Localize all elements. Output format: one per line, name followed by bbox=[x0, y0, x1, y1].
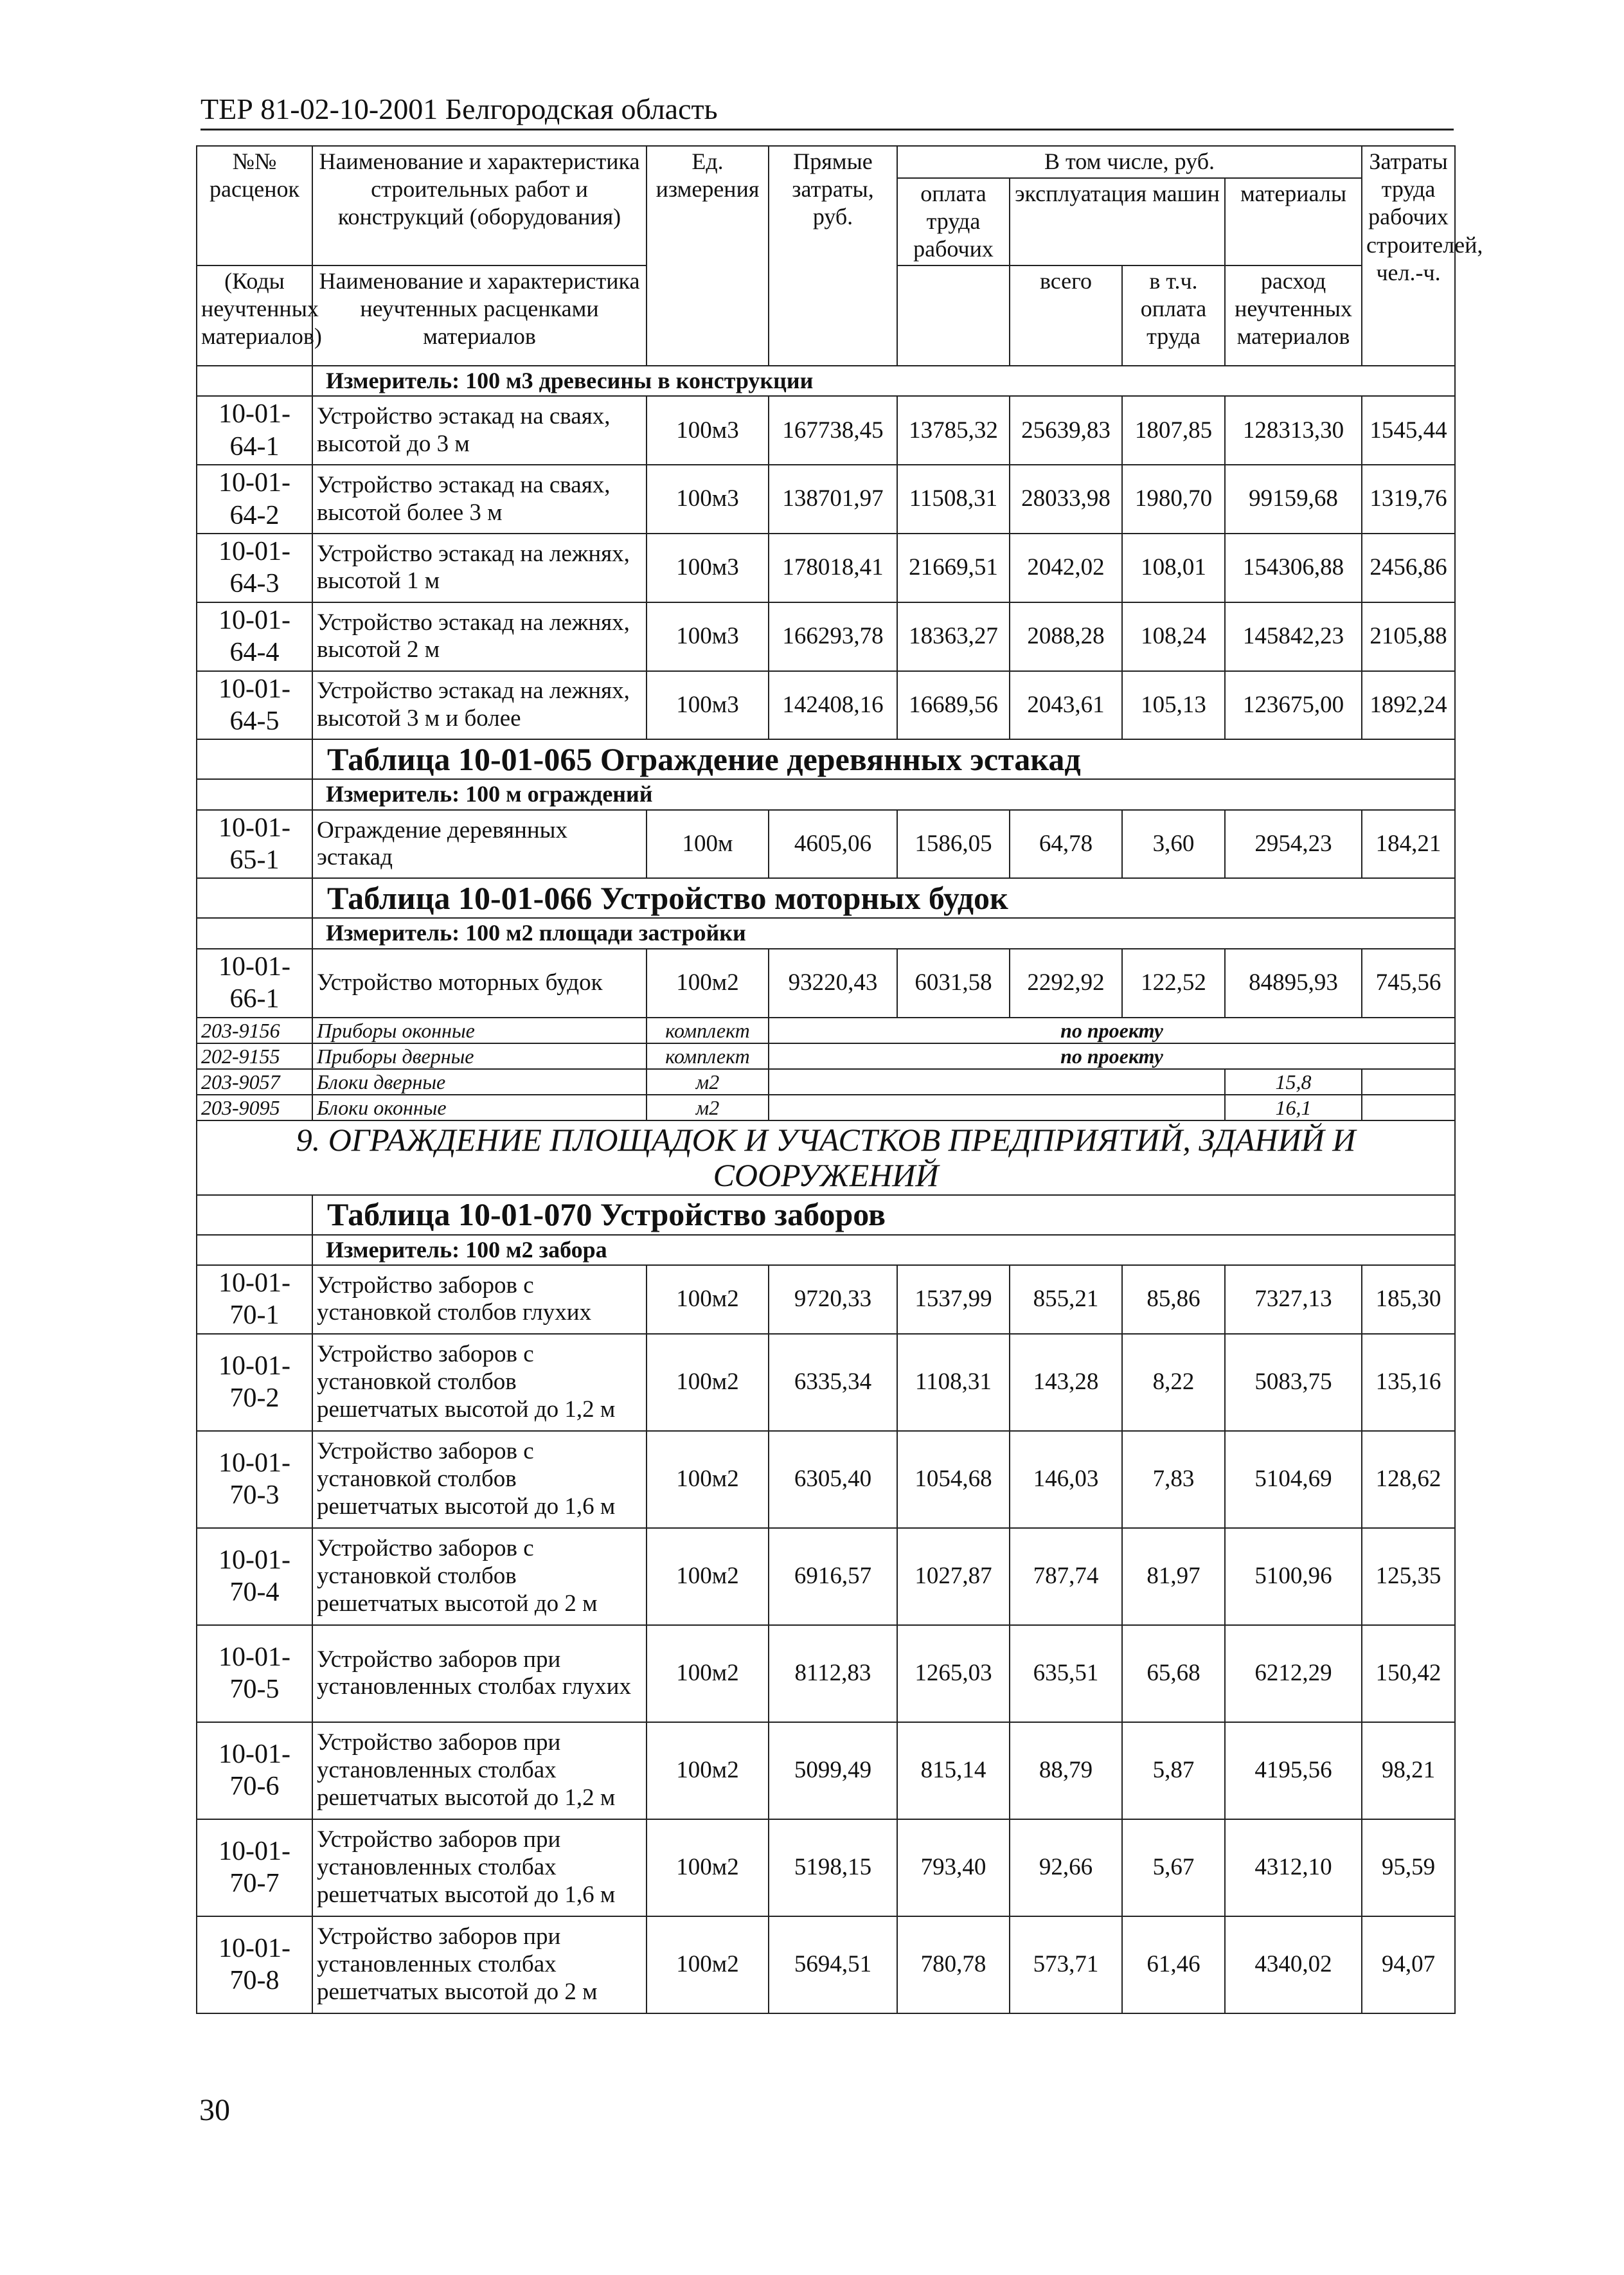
rate-code: 10-01-64-1 bbox=[197, 396, 312, 465]
value-unit: 100м2 bbox=[647, 1431, 769, 1528]
value-mach: 92,66 bbox=[1010, 1819, 1122, 1916]
table-row bbox=[197, 949, 1455, 1018]
table-row bbox=[197, 1916, 1455, 2013]
value-mat: 123675,00 bbox=[1225, 671, 1362, 740]
value-mach_pay: 1980,70 bbox=[1122, 465, 1225, 534]
work-name: Устройство эстакад на лежнях, высотой 3 м и более bbox=[312, 671, 647, 740]
col-consumption: расход неучтенных материалов bbox=[1225, 265, 1362, 366]
value-labor: 1027,87 bbox=[897, 1528, 1010, 1625]
material-name: Приборы дверные bbox=[312, 1043, 647, 1069]
value-mach_pay: 61,46 bbox=[1122, 1916, 1225, 2013]
value-direct: 9720,33 bbox=[769, 1265, 897, 1334]
value-unit: 100м2 bbox=[647, 1528, 769, 1625]
value-mach: 143,28 bbox=[1010, 1334, 1122, 1431]
value-hours: 94,07 bbox=[1362, 1916, 1455, 2013]
table-row bbox=[197, 1431, 1455, 1528]
table-title: Таблица 10-01-070 Устройство заборов bbox=[312, 1195, 1455, 1235]
value-unit: 100м bbox=[647, 810, 769, 879]
empty-cell bbox=[197, 1235, 312, 1265]
material-name: Блоки оконные bbox=[312, 1095, 647, 1120]
value-labor: 780,78 bbox=[897, 1916, 1010, 2013]
value-direct: 138701,97 bbox=[769, 465, 897, 534]
value-hours: 1892,24 bbox=[1362, 671, 1455, 740]
value-mat: 99159,68 bbox=[1225, 465, 1362, 534]
value-labor: 16689,56 bbox=[897, 671, 1010, 740]
value-direct: 166293,78 bbox=[769, 602, 897, 671]
work-name: Устройство эстакад на сваях, высотой более 3 м bbox=[312, 465, 647, 534]
value-mach_pay: 1807,85 bbox=[1122, 396, 1225, 465]
work-name: Устройство заборов при установленных столбах глухих bbox=[312, 1625, 647, 1722]
value-unit: 100м3 bbox=[647, 534, 769, 602]
value-mach_pay: 7,83 bbox=[1122, 1431, 1225, 1528]
empty-cell bbox=[1362, 1069, 1455, 1095]
material-row bbox=[197, 1095, 1455, 1120]
col-labor-cost: Затраты труда рабочих строителей, чел.-ч. bbox=[1362, 146, 1455, 366]
value-mat: 154306,88 bbox=[1225, 534, 1362, 602]
table-title-row bbox=[197, 878, 1455, 918]
work-name: Устройство эстакад на лежнях, высотой 1 м bbox=[312, 534, 647, 602]
value-mach_pay: 5,67 bbox=[1122, 1819, 1225, 1916]
value-unit: 100м2 bbox=[647, 1625, 769, 1722]
rate-code: 10-01-70-4 bbox=[197, 1528, 312, 1625]
value-direct: 4605,06 bbox=[769, 810, 897, 879]
material-code: 203-9156 bbox=[197, 1018, 312, 1043]
rate-code: 10-01-64-3 bbox=[197, 534, 312, 602]
rate-code: 10-01-70-7 bbox=[197, 1819, 312, 1916]
value-direct: 142408,16 bbox=[769, 671, 897, 740]
value-labor: 815,14 bbox=[897, 1722, 1010, 1819]
work-name: Устройство заборов при установленных столбах решетчатых высотой до 1,6 м bbox=[312, 1819, 647, 1916]
table-title-row bbox=[197, 739, 1455, 779]
value-hours: 745,56 bbox=[1362, 949, 1455, 1018]
empty-cell bbox=[769, 1069, 1225, 1095]
value-direct: 167738,45 bbox=[769, 396, 897, 465]
value-unit: 100м2 bbox=[647, 949, 769, 1018]
col-name: Наименование и характеристика строительных работ и конструкций (оборудования) bbox=[312, 146, 647, 265]
value-mach_pay: 85,86 bbox=[1122, 1265, 1225, 1334]
value-mach: 64,78 bbox=[1010, 810, 1122, 879]
section-heading: 9. ОГРАЖДЕНИЕ ПЛОЩАДОК И УЧАСТКОВ ПРЕДПРИЯТИЙ, ЗДАНИЙ И СООРУЖЕНИЙ bbox=[197, 1120, 1455, 1195]
table-row bbox=[197, 602, 1455, 671]
col-labor: оплата труда рабочих bbox=[897, 178, 1010, 265]
value-mat: 7327,13 bbox=[1225, 1265, 1362, 1334]
material-unit: м2 bbox=[647, 1069, 769, 1095]
col-unit: Ед. измерения bbox=[647, 146, 769, 366]
value-mach_pay: 5,87 bbox=[1122, 1722, 1225, 1819]
value-mach: 573,71 bbox=[1010, 1916, 1122, 2013]
value-mach: 855,21 bbox=[1010, 1265, 1122, 1334]
value-labor: 21669,51 bbox=[897, 534, 1010, 602]
work-name: Устройство эстакад на сваях, высотой до 3 м bbox=[312, 396, 647, 465]
value-mach: 2292,92 bbox=[1010, 949, 1122, 1018]
value-mach_pay: 108,01 bbox=[1122, 534, 1225, 602]
value-mach: 635,51 bbox=[1010, 1625, 1122, 1722]
material-unit: м2 bbox=[647, 1095, 769, 1120]
empty-cell bbox=[197, 779, 312, 809]
work-name: Устройство эстакад на лежнях, высотой 2 м bbox=[312, 602, 647, 671]
value-direct: 93220,43 bbox=[769, 949, 897, 1018]
col-direct: Прямые затраты, руб. bbox=[769, 146, 897, 366]
rate-code: 10-01-64-5 bbox=[197, 671, 312, 740]
value-hours: 185,30 bbox=[1362, 1265, 1455, 1334]
value-mach_pay: 3,60 bbox=[1122, 810, 1225, 879]
value-direct: 5694,51 bbox=[769, 1916, 897, 2013]
value-labor: 1265,03 bbox=[897, 1625, 1010, 1722]
value-hours: 2456,86 bbox=[1362, 534, 1455, 602]
material-unit: комплект bbox=[647, 1043, 769, 1069]
value-mat: 4312,10 bbox=[1225, 1819, 1362, 1916]
value-hours: 135,16 bbox=[1362, 1334, 1455, 1431]
table-title: Таблица 10-01-066 Устройство моторных будок bbox=[312, 878, 1455, 918]
rate-code: 10-01-70-5 bbox=[197, 1625, 312, 1722]
work-name: Устройство заборов с установкой столбов решетчатых высотой до 1,2 м bbox=[312, 1334, 647, 1431]
value-mat: 6212,29 bbox=[1225, 1625, 1362, 1722]
value-mach_pay: 8,22 bbox=[1122, 1334, 1225, 1431]
rate-code: 10-01-70-8 bbox=[197, 1916, 312, 2013]
value-mach: 28033,98 bbox=[1010, 465, 1122, 534]
value-unit: 100м3 bbox=[647, 396, 769, 465]
value-unit: 100м2 bbox=[647, 1916, 769, 2013]
value-mat: 84895,93 bbox=[1225, 949, 1362, 1018]
value-hours: 125,35 bbox=[1362, 1528, 1455, 1625]
value-labor: 1537,99 bbox=[897, 1265, 1010, 1334]
empty-cell bbox=[897, 265, 1010, 366]
meter-label: Измеритель: 100 м2 площади застройки bbox=[312, 918, 1455, 948]
table-row bbox=[197, 810, 1455, 879]
table-row bbox=[197, 671, 1455, 740]
value-hours: 184,21 bbox=[1362, 810, 1455, 879]
value-mat: 5083,75 bbox=[1225, 1334, 1362, 1431]
meter-row bbox=[197, 918, 1455, 948]
value-mach: 2088,28 bbox=[1010, 602, 1122, 671]
value-mach_pay: 108,24 bbox=[1122, 602, 1225, 671]
value-unit: 100м3 bbox=[647, 602, 769, 671]
material-unit: комплект bbox=[647, 1018, 769, 1043]
meter-row bbox=[197, 366, 1455, 396]
rate-code: 10-01-70-2 bbox=[197, 1334, 312, 1431]
material-value: по проекту bbox=[769, 1018, 1455, 1043]
value-direct: 6335,34 bbox=[769, 1334, 897, 1431]
table-row bbox=[197, 1265, 1455, 1334]
value-mat: 5104,69 bbox=[1225, 1431, 1362, 1528]
material-row bbox=[197, 1018, 1455, 1043]
value-mat: 4340,02 bbox=[1225, 1916, 1362, 2013]
meter-label: Измеритель: 100 м3 древесины в конструкции bbox=[312, 366, 1455, 396]
material-value: по проекту bbox=[769, 1043, 1455, 1069]
col-machines: эксплуатация машин bbox=[1010, 178, 1225, 265]
value-unit: 100м2 bbox=[647, 1265, 769, 1334]
material-row bbox=[197, 1043, 1455, 1069]
value-labor: 1054,68 bbox=[897, 1431, 1010, 1528]
col-code: №№ расценок bbox=[197, 146, 312, 265]
value-mach: 146,03 bbox=[1010, 1431, 1122, 1528]
value-mach: 2042,02 bbox=[1010, 534, 1122, 602]
value-mach_pay: 105,13 bbox=[1122, 671, 1225, 740]
rate-code: 10-01-64-2 bbox=[197, 465, 312, 534]
rate-code: 10-01-70-3 bbox=[197, 1431, 312, 1528]
table-row bbox=[197, 396, 1455, 465]
section-row bbox=[197, 1120, 1455, 1195]
value-direct: 178018,41 bbox=[769, 534, 897, 602]
material-code: 203-9057 bbox=[197, 1069, 312, 1095]
value-direct: 6305,40 bbox=[769, 1431, 897, 1528]
value-labor: 1108,31 bbox=[897, 1334, 1010, 1431]
material-code: 203-9095 bbox=[197, 1095, 312, 1120]
value-unit: 100м2 bbox=[647, 1334, 769, 1431]
rate-code: 10-01-70-6 bbox=[197, 1722, 312, 1819]
value-hours: 95,59 bbox=[1362, 1819, 1455, 1916]
work-name: Устройство заборов с установкой столбов глухих bbox=[312, 1265, 647, 1334]
value-hours: 1319,76 bbox=[1362, 465, 1455, 534]
work-name: Устройство заборов с установкой столбов решетчатых высотой до 2 м bbox=[312, 1528, 647, 1625]
value-mat: 5100,96 bbox=[1225, 1528, 1362, 1625]
table-row bbox=[197, 1625, 1455, 1722]
value-labor: 1586,05 bbox=[897, 810, 1010, 879]
table-title-row bbox=[197, 1195, 1455, 1235]
value-mat: 2954,23 bbox=[1225, 810, 1362, 879]
value-mach_pay: 122,52 bbox=[1122, 949, 1225, 1018]
value-mach: 88,79 bbox=[1010, 1722, 1122, 1819]
table-row bbox=[197, 1334, 1455, 1431]
value-direct: 5099,49 bbox=[769, 1722, 897, 1819]
value-labor: 793,40 bbox=[897, 1819, 1010, 1916]
value-labor: 6031,58 bbox=[897, 949, 1010, 1018]
rate-code: 10-01-65-1 bbox=[197, 810, 312, 879]
page-number: 30 bbox=[199, 2093, 230, 2127]
page-header: ТЕР 81-02-10-2001 Белгородская область bbox=[201, 90, 1454, 130]
meter-row bbox=[197, 779, 1455, 809]
value-direct: 8112,83 bbox=[769, 1625, 897, 1722]
value-mach: 787,74 bbox=[1010, 1528, 1122, 1625]
work-name: Устройство моторных будок bbox=[312, 949, 647, 1018]
empty-cell bbox=[197, 878, 312, 918]
table-row bbox=[197, 1528, 1455, 1625]
value-direct: 5198,15 bbox=[769, 1819, 897, 1916]
value-hours: 2105,88 bbox=[1362, 602, 1455, 671]
value-mat: 145842,23 bbox=[1225, 602, 1362, 671]
meter-label: Измеритель: 100 м ограждений bbox=[312, 779, 1455, 809]
col-name-alt: Наименование и характеристика неучтенных расценками материалов bbox=[312, 265, 647, 366]
meter-row bbox=[197, 1235, 1455, 1265]
table-row bbox=[197, 1722, 1455, 1819]
work-name: Ограждение деревянных эстакад bbox=[312, 810, 647, 879]
rate-code: 10-01-64-4 bbox=[197, 602, 312, 671]
table-row bbox=[197, 534, 1455, 602]
material-code: 202-9155 bbox=[197, 1043, 312, 1069]
empty-cell bbox=[197, 918, 312, 948]
value-unit: 100м3 bbox=[647, 465, 769, 534]
col-total: всего bbox=[1010, 265, 1122, 366]
value-unit: 100м2 bbox=[647, 1722, 769, 1819]
value-labor: 11508,31 bbox=[897, 465, 1010, 534]
value-mat: 128313,30 bbox=[1225, 396, 1362, 465]
col-materials: материалы bbox=[1225, 178, 1362, 265]
value-mat: 4195,56 bbox=[1225, 1722, 1362, 1819]
col-incl-pay: в т.ч. оплата труда bbox=[1122, 265, 1225, 366]
table-row bbox=[197, 1819, 1455, 1916]
value-labor: 18363,27 bbox=[897, 602, 1010, 671]
col-incl: В том числе, руб. bbox=[897, 146, 1362, 178]
value-hours: 128,62 bbox=[1362, 1431, 1455, 1528]
value-mach_pay: 65,68 bbox=[1122, 1625, 1225, 1722]
price-table bbox=[196, 145, 1483, 2014]
empty-cell bbox=[197, 366, 312, 396]
value-unit: 100м3 bbox=[647, 671, 769, 740]
value-hours: 98,21 bbox=[1362, 1722, 1455, 1819]
value-mach_pay: 81,97 bbox=[1122, 1528, 1225, 1625]
rate-code: 10-01-66-1 bbox=[197, 949, 312, 1018]
rate-code: 10-01-70-1 bbox=[197, 1265, 312, 1334]
value-hours: 150,42 bbox=[1362, 1625, 1455, 1722]
empty-cell bbox=[197, 739, 312, 779]
col-code-alt: (Коды неучтенных материалов) bbox=[197, 265, 312, 366]
material-value: 15,8 bbox=[1225, 1069, 1362, 1095]
material-row bbox=[197, 1069, 1455, 1095]
empty-cell bbox=[197, 1195, 312, 1235]
value-mach: 2043,61 bbox=[1010, 671, 1122, 740]
work-name: Устройство заборов с установкой столбов решетчатых высотой до 1,6 м bbox=[312, 1431, 647, 1528]
table-row bbox=[197, 465, 1455, 534]
value-direct: 6916,57 bbox=[769, 1528, 897, 1625]
material-name: Приборы оконные bbox=[312, 1018, 647, 1043]
material-name: Блоки дверные bbox=[312, 1069, 647, 1095]
value-hours: 1545,44 bbox=[1362, 396, 1455, 465]
table-header-row bbox=[197, 146, 1455, 178]
value-unit: 100м2 bbox=[647, 1819, 769, 1916]
table-title: Таблица 10-01-065 Ограждение деревянных эстакад bbox=[312, 739, 1455, 779]
meter-label: Измеритель: 100 м2 забора bbox=[312, 1235, 1455, 1265]
value-labor: 13785,32 bbox=[897, 396, 1010, 465]
empty-cell bbox=[769, 1095, 1225, 1120]
material-value: 16,1 bbox=[1225, 1095, 1362, 1120]
empty-cell bbox=[1362, 1095, 1455, 1120]
work-name: Устройство заборов при установленных столбах решетчатых высотой до 2 м bbox=[312, 1916, 647, 2013]
value-mach: 25639,83 bbox=[1010, 396, 1122, 465]
work-name: Устройство заборов при установленных столбах решетчатых высотой до 1,2 м bbox=[312, 1722, 647, 1819]
